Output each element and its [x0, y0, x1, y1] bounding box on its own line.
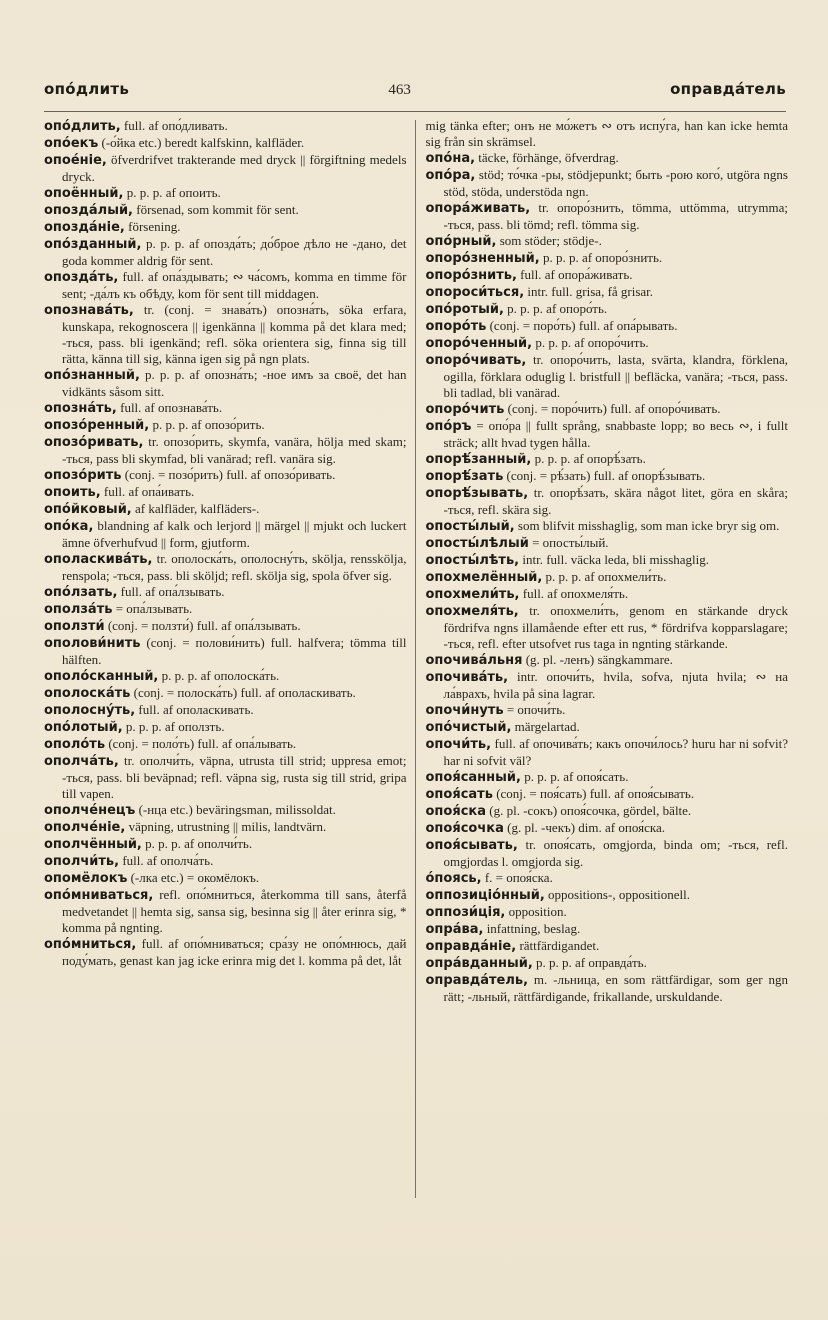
- entry-definition: tr. опозо́рить, skymfa, vanära, hölja med skam; -ться, pass bli skymfad, bli vanärad; refl. vanära sig.: [62, 434, 407, 466]
- dictionary-entry: [426, 401, 789, 418]
- dictionary-entry: [426, 301, 789, 318]
- entry-headword: опорѣ́зать: [425, 469, 504, 484]
- header-rule: [44, 111, 786, 112]
- entry-headword: опомёлокъ: [44, 871, 128, 886]
- entry-headword: опороси́ться,: [425, 285, 525, 300]
- dictionary-entry: [44, 400, 407, 417]
- entry-headword: ополо́ть: [44, 737, 106, 752]
- dictionary-entry: [426, 955, 789, 972]
- header-left-headword: опо́длить: [44, 80, 130, 98]
- entry-headword: опорѣ́зывать,: [425, 486, 529, 501]
- entry-headword: опозда́ть,: [44, 270, 119, 285]
- entry-definition: tr. опоя́сать, omgjorda, binda om; -ться, refl. omgjordas l. omgjorda sig.: [443, 837, 788, 869]
- entry-definition: p. p. p. af опоить.: [123, 185, 221, 200]
- entry-definition: = опочи́ть.: [503, 702, 566, 717]
- entry-headword: опоро́зненный,: [425, 251, 540, 266]
- entry-headword: опо́на,: [425, 151, 476, 166]
- entry-definition: rättfärdigandet.: [516, 938, 600, 953]
- entry-definition: p. p. p. af опоро́знить.: [539, 250, 663, 265]
- entry-headword: опое́ніе,: [44, 153, 107, 168]
- entry-definition: stöd; то́чка -ры, stödjepunkt; быть -рою кого́, utgöra ngns stöd, stöda, understöda ngn.: [443, 167, 788, 199]
- dictionary-entry: [44, 601, 407, 618]
- dictionary-entry: [426, 938, 789, 955]
- entry-definition: väpning, utrustning || milis, landtvärn.: [125, 819, 327, 834]
- entry-headword: ополза́ть: [44, 602, 113, 617]
- entry-headword: опра́вданный,: [425, 956, 533, 971]
- entry-definition: försening.: [124, 219, 181, 234]
- entry-definition: tr. ополчи́ть, väpna, utrusta till strid; uppresa emot; -ться, pass. bli beväpnad; refl. väpna sig, rusta sig till strid, gripa till vapen.: [62, 753, 407, 801]
- entry-headword: ополо́сканный,: [44, 669, 159, 684]
- entry-headword: опозда́лый,: [44, 203, 133, 218]
- dictionary-entry: [44, 501, 407, 518]
- entry-headword: ополоска́ть: [44, 686, 131, 701]
- entry-definition: tr. опорѣ́зать, skära något litet, göra en skåra; -ться, refl. skära sig.: [443, 485, 788, 517]
- dictionary-entry: [44, 753, 407, 802]
- columns: [44, 118, 788, 1198]
- entry-headword: опо́лзать,: [44, 585, 118, 600]
- dictionary-entry: [426, 318, 789, 335]
- entry-headword: опоя́санный,: [425, 770, 521, 785]
- entry-definition: p. p. p. af опохмели́ть.: [542, 569, 667, 584]
- dictionary-entry: [426, 518, 789, 535]
- dictionary-entry: [44, 635, 407, 668]
- dictionary-entry: [426, 586, 789, 603]
- entry-definition: p. p. p. af опоя́сать.: [520, 769, 629, 784]
- entry-definition: full. af опо́дливать.: [120, 118, 228, 133]
- entry-headword: опосты́лѣть,: [425, 553, 520, 568]
- entry-definition: (g. pl. -ленъ) sängkammare.: [522, 652, 673, 667]
- dictionary-entry: [44, 551, 407, 584]
- entry-headword: опозо́ривать,: [44, 435, 144, 450]
- entry-headword: опо́йковый,: [44, 502, 132, 517]
- dictionary-entry: [426, 352, 789, 401]
- dictionary-entry: [44, 853, 407, 870]
- entry-definition: försenad, som kommit för sent.: [133, 202, 299, 217]
- dictionary-entry: [426, 702, 789, 719]
- dictionary-entry: [426, 418, 789, 451]
- entry-definition: blandning af kalk och lerjord || märgel || mjukt och luckert ämne öfverhufvud || form, gjutform.: [62, 518, 407, 550]
- entry-headword: опосты́лый,: [425, 519, 515, 534]
- dictionary-entry: [44, 434, 407, 467]
- dictionary-entry: [426, 552, 789, 569]
- dictionary-entry: [44, 702, 407, 719]
- dictionary-entry: [426, 485, 789, 518]
- entry-headword: опохмели́ть,: [425, 587, 520, 602]
- entry-headword: опозо́ренный,: [44, 418, 150, 433]
- entry-headword: опо́лотый,: [44, 720, 123, 735]
- entry-definition: tr. опохмели́ть, genom en stärkande dryck fördrifva ngns illamående efter ett rus, * fördrifva kopparslagare; -ться, refl. efter utsofvet rus taga in ngnting stärkande.: [443, 603, 788, 651]
- entry-headword: опоро́ть: [425, 319, 487, 334]
- entry-headword: опосты́лѣлый: [425, 536, 529, 551]
- page-number: 463: [388, 82, 411, 98]
- entry-definition: (conj. = полови́нить) full. halfvera; tömma till hälften.: [62, 635, 407, 667]
- entry-headword: ополча́ть,: [44, 754, 119, 769]
- entry-definition: full. af ополаскивать.: [135, 702, 254, 717]
- dictionary-entry: [44, 202, 407, 219]
- entry-headword: опочива́льня: [425, 653, 523, 668]
- entry-headword: опохмеля́ть,: [425, 604, 519, 619]
- entry-definition: täcke, förhänge, öfverdrag.: [475, 150, 619, 165]
- dictionary-entry: [44, 802, 407, 819]
- dictionary-entry: [426, 200, 789, 233]
- dictionary-entry: [44, 467, 407, 484]
- entry-headword: оппози́ція,: [425, 905, 506, 920]
- entry-definition: = опосты́лый.: [528, 535, 609, 550]
- dictionary-entry: [426, 150, 789, 167]
- dictionary-entry: [426, 335, 789, 352]
- dictionary-entry: [44, 367, 407, 400]
- dictionary-entry: [44, 236, 407, 269]
- dictionary-entry: [426, 535, 789, 552]
- entry-definition: full. af опо́мниваться; сра́зу не опо́мнюсь, дай поду́мать, genast kan jag icke erinra mig det l. komma på det, låt: [62, 936, 407, 968]
- entry-definition: mig tänka efter; онъ не мо́жетъ ∾ отъ испу́га, han kan icke hemta sig från sin skrämsel.: [425, 118, 788, 149]
- dictionary-entry: [426, 870, 789, 887]
- entry-definition: (conj. = ползти́) full. af опа́лзывать.: [104, 618, 301, 633]
- entry-definition: oppositions-, oppositionell.: [544, 887, 690, 902]
- dictionary-entry: [44, 887, 407, 936]
- dictionary-entry: [44, 152, 407, 185]
- entry-definition: (conj. = поро́ть) full. af опа́рывать.: [486, 318, 678, 333]
- dictionary-entry: [44, 719, 407, 736]
- dictionary-entry: [426, 820, 789, 837]
- dictionary-entry: [426, 451, 789, 468]
- entry-definition: (-лка etc.) = окомёлокъ.: [127, 870, 260, 885]
- entry-headword: ополче́ніе,: [44, 820, 126, 835]
- entry-definition: tr. опоро́знить, tömma, uttömma, utrymma; -ться, pass. bli tömd; refl. tömma sig.: [443, 200, 788, 232]
- entry-definition: (g. pl. -сокъ) опоя́сочка, gördel, bälte.: [486, 803, 692, 818]
- dictionary-entry: [44, 219, 407, 236]
- dictionary-entry: [426, 803, 789, 820]
- entry-definition: p. p. p. af опоро́ть.: [503, 301, 608, 316]
- entry-definition: intr. опочи́ть, hvila, sofva, njuta hvila; ∾ на ла́врахъ, hvila på sina lagrar.: [443, 669, 788, 701]
- entry-headword: опознава́ть,: [44, 303, 134, 318]
- entry-headword: ополчи́ть,: [44, 854, 120, 869]
- entry-headword: опоя́ска: [425, 804, 486, 819]
- entry-definition: p. p. p. af оправда́ть.: [532, 955, 647, 970]
- entry-headword: опоя́сать: [425, 787, 493, 802]
- dictionary-entry: [44, 518, 407, 551]
- dictionary-entry: [426, 167, 789, 200]
- entry-headword: оправда́тель,: [425, 973, 529, 988]
- entry-definition: full. af опа́здывать; ∾ ча́сомъ, komma en timme för sent; -да́лъ къ обѣду, kom för sent till middagen.: [62, 269, 407, 301]
- dictionary-entry: [426, 887, 789, 904]
- entry-definition: refl. опо́мниться, återkomma till sans, återfå medvetandet || hemta sig, sansa sig, besinna sig || åter erinra sig, * komma på ngnting.: [62, 887, 407, 935]
- entry-headword: опо́длить,: [44, 119, 121, 134]
- entry-headword: опоро́знить,: [425, 268, 517, 283]
- entry-headword: опоро́чить: [425, 402, 505, 417]
- entry-headword: опо́зданный,: [44, 237, 142, 252]
- entry-definition: öfverdrifvet trakterande med dryck || förgiftning medels dryck.: [62, 152, 407, 184]
- entry-definition: (conj. = поро́чить) full. af опоро́чивать.: [504, 401, 721, 416]
- dictionary-entry: [44, 819, 407, 836]
- entry-definition: (-о́йка etc.) beredt kalfskinn, kalfläder.: [98, 135, 305, 150]
- entry-headword: ополови́нить: [44, 636, 141, 651]
- entry-headword: опочи́ть,: [425, 737, 492, 752]
- entry-headword: опорѣ́занный,: [425, 452, 532, 467]
- dictionary-entry: [426, 904, 789, 921]
- entry-headword: опора́живать,: [425, 201, 531, 216]
- dictionary-entry: [44, 484, 407, 501]
- entry-definition: infattning, beslag.: [483, 921, 581, 936]
- entry-definition: märgelartad.: [511, 719, 580, 734]
- entry-definition: full. af ополча́ть.: [119, 853, 214, 868]
- dictionary-entry: [426, 652, 789, 669]
- dictionary-entry: [426, 786, 789, 803]
- left-column: [44, 118, 415, 1198]
- entry-definition: = опо́ра || fullt språng, snabbaste lopp; во весь ∾, i fullt sträck; allt hvad tygen hålla.: [443, 418, 788, 450]
- dictionary-entry: [426, 736, 789, 769]
- entry-headword: опо́ра,: [425, 168, 476, 183]
- entry-headword: опочи́нуть: [425, 703, 504, 718]
- dictionary-entry: [426, 267, 789, 284]
- entry-headword: опоить,: [44, 485, 101, 500]
- entry-definition: full. af опора́живать.: [516, 267, 633, 282]
- entry-definition: af kalfläder, kalfläders-.: [131, 501, 260, 516]
- entry-headword: оползти́: [44, 619, 105, 634]
- entry-definition: p. p. p. af опоро́чить.: [532, 335, 649, 350]
- entry-headword: опоя́сывать,: [425, 838, 518, 853]
- entry-definition: full. af опознава́ть.: [116, 400, 223, 415]
- entry-definition: (conj. = поя́сать) full. af опоя́сывать.: [492, 786, 695, 801]
- dictionary-entry: [44, 618, 407, 635]
- dictionary-entry: [426, 118, 789, 150]
- entry-definition: p. p. p. af опозо́рить.: [149, 417, 265, 432]
- entry-headword: опо́ка,: [44, 519, 94, 534]
- entry-headword: опоро́чивать,: [425, 353, 527, 368]
- entry-definition: tr. ополоска́ть, ополосну́ть, skölja, rensskölja, renspola; -ться, pass. bli sköljd; refl. skölja sig, spola öfver sig.: [62, 551, 407, 583]
- dictionary-entry: [426, 569, 789, 586]
- entry-headword: опочива́ть,: [425, 670, 509, 685]
- right-column: [416, 118, 789, 1198]
- page-header: [44, 80, 786, 106]
- entry-definition: intr. full. grisa, få grisar.: [524, 284, 654, 299]
- entry-headword: ополосну́ть,: [44, 703, 136, 718]
- dictionary-entry: [44, 185, 407, 202]
- dictionary-entry: [44, 584, 407, 601]
- dictionary-entry: [426, 468, 789, 485]
- entry-headword: опо́мниться,: [44, 937, 137, 952]
- entry-headword: опозда́ніе,: [44, 220, 125, 235]
- entry-definition: (-нца etc.) beväringsman, milissoldat.: [135, 802, 336, 817]
- entry-definition: full. af опочива́ть; какъ опочи́лось? huru har ni sofvit? har ni sofvit väl?: [443, 736, 788, 768]
- entry-definition: = опа́лзывать.: [112, 601, 193, 616]
- header-right-headword: оправда́тель: [670, 80, 786, 98]
- dictionary-entry: [44, 936, 407, 969]
- dictionary-entry: [44, 269, 407, 302]
- entry-headword: опоённый,: [44, 186, 124, 201]
- entry-headword: опо́рный,: [425, 234, 497, 249]
- dictionary-entry: [44, 135, 407, 152]
- entry-definition: p. p. p. af опозна́ть; -ное имъ за своё, det han vidkänts såsom sitt.: [62, 367, 407, 399]
- entry-headword: ополчённый,: [44, 837, 142, 852]
- entry-definition: p. p. p. af ополоска́ть.: [158, 668, 280, 683]
- entry-headword: опра́ва,: [425, 922, 484, 937]
- entry-headword: опо́мниваться,: [44, 888, 154, 903]
- dictionary-entry: [426, 837, 789, 870]
- entry-definition: tr. (conj. = знава́ть) опозна́ть, söka erfara, kunskapa, rekognoscera || igenkänna || komma på det klara med; -ться, pass. bli igenkänd; refl. söka orientera sig, finna sig till rätta, känna till sig, känna igen sig på ngn plats.: [62, 302, 407, 366]
- dictionary-entry: [426, 603, 789, 652]
- entry-headword: опохмелённый,: [425, 570, 543, 585]
- entry-definition: som stöder; stödje-.: [496, 233, 602, 248]
- entry-headword: опо́ротый,: [425, 302, 504, 317]
- entry-definition: opposition.: [505, 904, 567, 919]
- entry-headword: опоро́ченный,: [425, 336, 533, 351]
- entry-headword: ополаскива́ть,: [44, 552, 153, 567]
- dictionary-entry: [44, 736, 407, 753]
- entry-headword: опо́чистый,: [425, 720, 512, 735]
- dictionary-entry: [426, 921, 789, 938]
- dictionary-entry: [426, 284, 789, 301]
- entry-definition: (conj. = рѣ́зать) full. af опорѣ́зывать.: [503, 468, 706, 483]
- dictionary-entry: [44, 685, 407, 702]
- entry-definition: (conj. = позо́рить) full. af опозо́ривать.: [121, 467, 336, 482]
- dictionary-entry: [44, 118, 407, 135]
- dictionary-entry: [426, 233, 789, 250]
- dictionary-entry: [44, 302, 407, 367]
- entry-headword: опо́ръ: [425, 419, 472, 434]
- dictionary-entry: [44, 870, 407, 887]
- dictionary-entry: [44, 836, 407, 853]
- entry-headword: оппозиціо́нный,: [425, 888, 545, 903]
- entry-definition: full. af опа́лзывать.: [117, 584, 225, 599]
- entry-definition: (conj. = полоска́ть) full. af ополаскивать.: [130, 685, 356, 700]
- entry-headword: ополче́нецъ: [44, 803, 136, 818]
- entry-definition: full. af опохмеля́ть.: [519, 586, 629, 601]
- entry-definition: (g. pl. -чекъ) dim. af опоя́ска.: [503, 820, 665, 835]
- entry-definition: m. -льница, en som rättfärdigar, som ger ngn rätt; -льный, rättfärdigande, frikallande, urskuldande.: [443, 972, 788, 1004]
- entry-headword: опоя́сочка: [425, 821, 504, 836]
- entry-definition: p. p. p. af оползть.: [122, 719, 225, 734]
- entry-headword: опо́знанный,: [44, 368, 140, 383]
- dictionary-entry: [426, 669, 789, 702]
- entry-definition: intr. full. väcka leda, bli misshaglig.: [519, 552, 710, 567]
- entry-definition: p. p. p. af опорѣ́зать.: [531, 451, 646, 466]
- entry-headword: оправда́ніе,: [425, 939, 517, 954]
- dictionary-entry: [426, 769, 789, 786]
- dictionary-entry: [426, 250, 789, 267]
- entry-definition: f. = опоя́ска.: [481, 870, 553, 885]
- entry-definition: p. p. p. af опозда́ть; до́брое дѣло не -дано, det goda kommer aldrig för sent.: [62, 236, 407, 268]
- dictionary-entry: [44, 417, 407, 434]
- entry-definition: som blifvit misshaglig, som man icke bryr sig om.: [514, 518, 780, 533]
- dictionary-entry: [426, 719, 789, 736]
- entry-definition: tr. опоро́чить, lasta, svärta, klandra, förklena, ogilla, förklara oduglig l. bristfull || befläcka, vanära; -ться, pass. bli tadlad, bli vanärad.: [443, 352, 788, 400]
- dictionary-entry: [426, 972, 789, 1005]
- dictionary-entry: [44, 668, 407, 685]
- entry-headword: опозна́ть,: [44, 401, 117, 416]
- entry-definition: full. af опа́ивать.: [100, 484, 195, 499]
- entry-definition: p. p. p. af ополчи́ть.: [141, 836, 253, 851]
- entry-headword: опо́екъ: [44, 136, 99, 151]
- entry-definition: (conj. = поло́ть) full. af опа́лывать.: [105, 736, 297, 751]
- entry-headword: опозо́рить: [44, 468, 122, 483]
- entry-headword: о́поясь,: [425, 871, 482, 886]
